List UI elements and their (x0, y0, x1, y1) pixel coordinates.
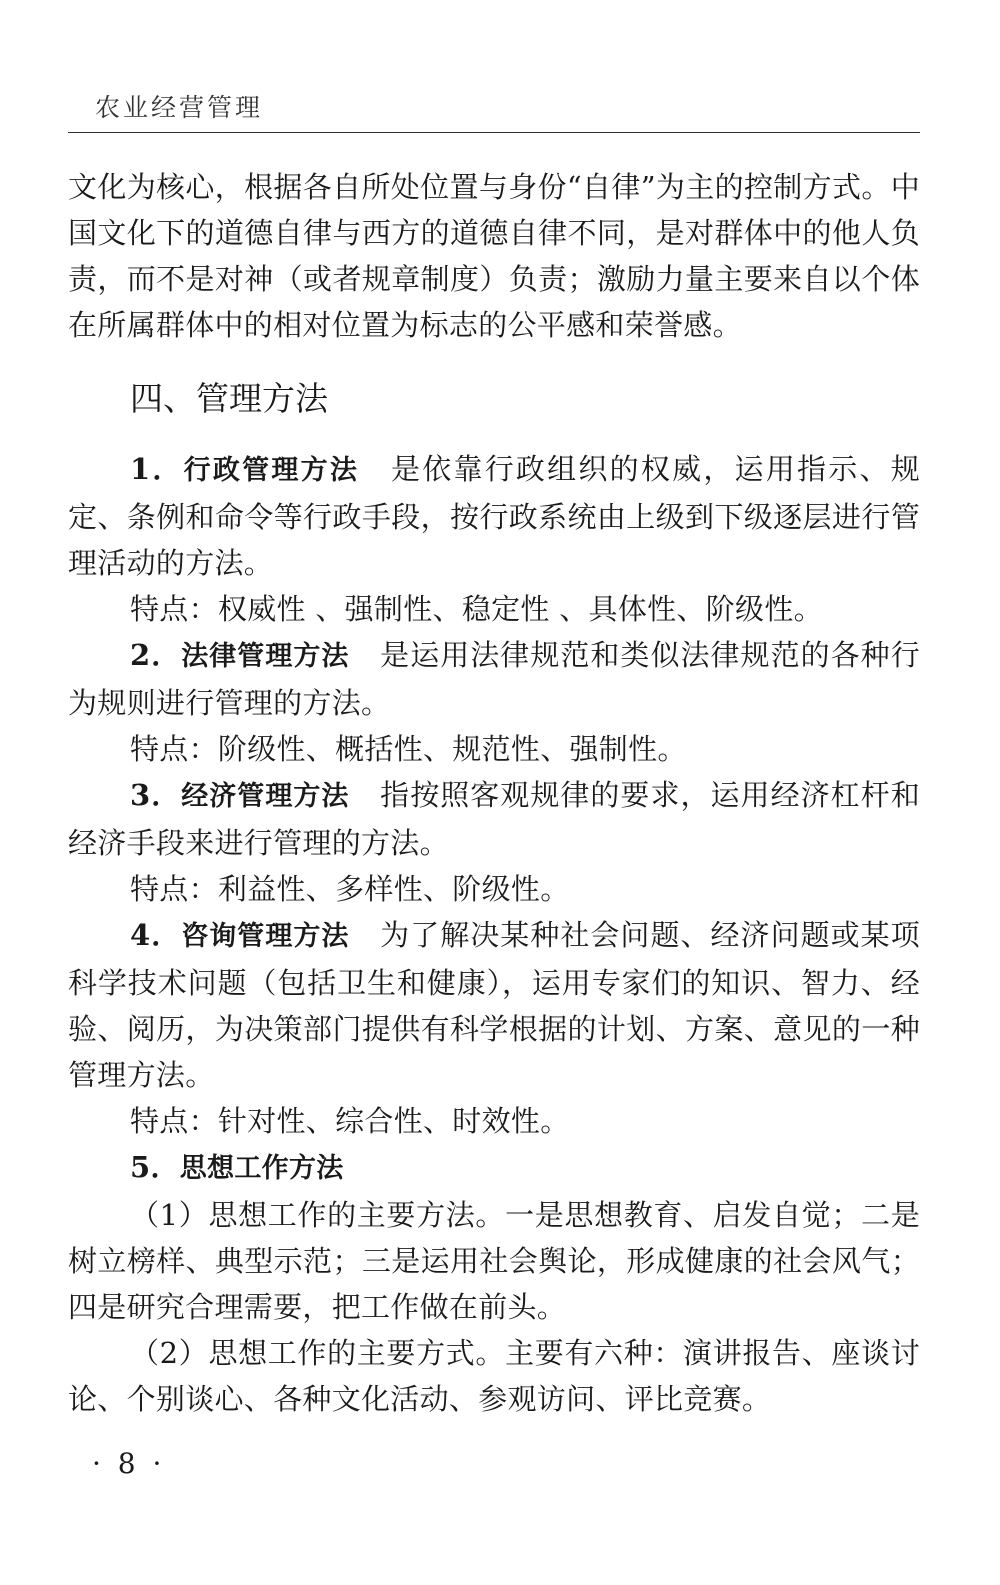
page-body (68, 164, 920, 1422)
method-2-number: 2． (130, 638, 182, 672)
method-4-number: 4． (130, 918, 182, 952)
method-1-term: 行政管理方法 (183, 455, 360, 486)
method-4-features: 特点：针对性、综合性、时效性。 (130, 1104, 570, 1138)
method-1-paragraph (68, 446, 920, 586)
method-3-definition: 指按照客观规律的要求，运用经济杠杆和经济手段来进行管理的方法。 (68, 778, 920, 860)
method-5-point-2: （2）思想工作的主要方式。主要有六种：演讲报告、座谈讨论、个别谈心、各种文化活动、参观访问、评比竞赛。 (68, 1336, 920, 1416)
method-1-number: 1． (130, 452, 184, 486)
method-1-features: 特点：权威性 、强制性、稳定性 、具体性、阶级性。 (130, 592, 823, 626)
method-4-definition: 为了解决某种社会问题、经济问题或某项科学技术问题（包括卫生和健康），运用专家们的知识、智力、经验、阅历，为决策部门提供有科学根据的计划、方案、意见的一种管理方法。 (68, 918, 920, 1092)
method-2-paragraph (68, 632, 920, 726)
intro-paragraph: 文化为核心，根据各自所处位置与身份“自律”为主的控制方式。中国文化下的道德自律与西方的道德自律不同，是对群体中的他人负责，而不是对神（或者规章制度）负责；激励力量主要来自以个体在所属群体中的相对位置为标志的公平感和荣誉感。 (68, 170, 920, 342)
running-header: 农业经营管理 (95, 93, 264, 122)
method-5-number: 5． (130, 1150, 180, 1184)
method-5-heading (68, 1144, 920, 1192)
header-rule (68, 132, 920, 133)
method-2-definition: 是运用法律规范和类似法律规范的各种行为规则进行管理的方法。 (68, 638, 920, 720)
method-4-term: 咨询管理方法 (181, 921, 350, 952)
method-3-features: 特点：利益性、多样性、阶级性。 (130, 872, 570, 906)
section-title: 四、管理方法 (130, 379, 328, 418)
method-4-paragraph (68, 912, 920, 1098)
method-5-term: 思想工作方法 (179, 1153, 344, 1184)
method-5-point-1: （1）思想工作的主要方法。一是思想教育、启发自觉；二是树立榜样、典型示范；三是运用社会舆论，形成健康的社会风气；四是研究合理需要，把工作做在前头。 (68, 1198, 920, 1324)
method-1-definition: 是依靠行政组织的权威，运用指示、规定、条例和命令等行政手段，按行政系统由上级到下级逐层进行管理活动的方法。 (68, 452, 921, 580)
method-3-paragraph (68, 772, 920, 866)
method-3-number: 3． (130, 778, 182, 812)
method-2-term: 法律管理方法 (181, 641, 350, 672)
method-3-term: 经济管理方法 (181, 781, 350, 812)
method-2-features: 特点：阶级性、概括性、规范性、强制性。 (130, 732, 687, 766)
page-number: · 8 · (92, 1447, 166, 1480)
